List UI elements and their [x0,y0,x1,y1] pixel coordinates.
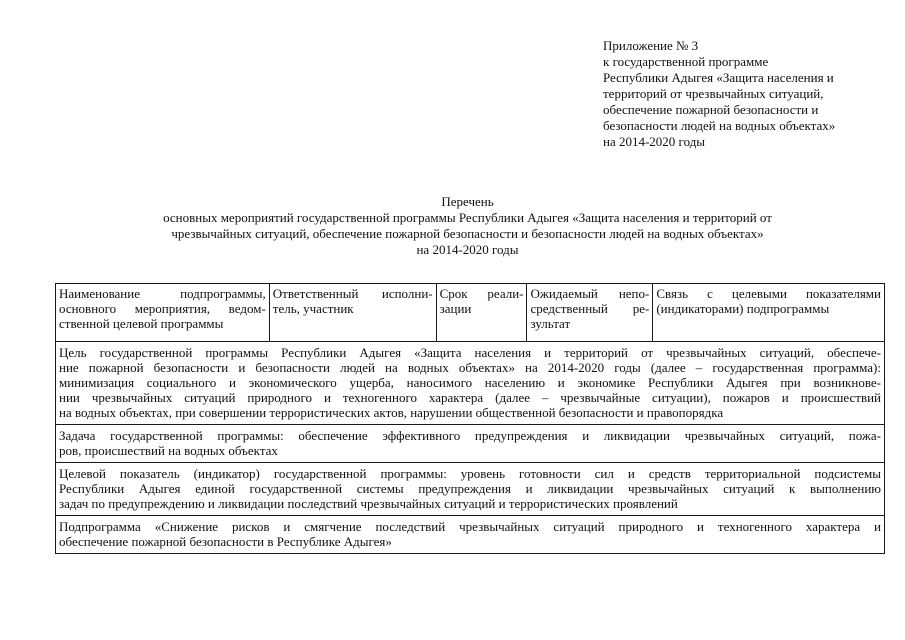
document-title [40,194,895,258]
header-line: основного мероприятия, ведом- [59,301,266,316]
title-line: основных мероприятий государственной программы Республики Адыгея «Защита населения и территорий от [163,210,772,225]
table-row-subprogram [56,516,885,554]
row-line: нии чрезвычайных ситуаций природного и техногенного характера (далее – чрезвычайные ситуации), пожаров и происшествий [59,390,881,405]
header-line: (индикаторами) подпрограммы [656,301,830,316]
header-line: Срок реали- [439,286,524,301]
header-line: Ответственный исполни- [272,286,433,301]
row-line: обеспечение пожарной безопасности в Республике Адыгея» [59,534,392,549]
header-line: Наименование подпрограммы, [59,286,266,301]
header-line: тель, участник [272,301,354,316]
row-line: ние пожарной безопасности и безопасности людей на водных объектах» на 2014-2020 годы (далее – государственная программа): [59,360,881,375]
row-line: минимизация социального и экономического ущерба, наносимого населению и экономике Республики Адыгея при возникнове- [59,375,881,390]
appendix-line: Республики Адыгея «Защита населения и [603,70,834,85]
header-cell-subprogram [56,284,270,342]
row-line: задач по предупреждению и ликвидации последствий чрезвычайных ситуаций и террористических проявлений [59,496,678,511]
header-line: зультат [530,316,571,331]
row-line: Задача государственной программы: обеспечение эффективного предупреждения и ликвидации чрезвычайных ситуаций, пожа- [59,428,881,443]
row-line: ров, происшествий на водных объектах [59,443,278,458]
header-line: зации [439,301,472,316]
indicator-cell [56,463,885,516]
goal-cell [56,342,885,425]
appendix-line: безопасности людей на водных объектах» [603,118,836,133]
appendix-line: к государственной программе [603,54,769,69]
row-line: Подпрограмма «Снижение рисков и смягчение последствий чрезвычайных ситуаций природного и техногенного характера и [59,519,881,534]
row-line: на водных объектах, при совершении террористических актов, нарушении общественной безопасности и правопорядка [59,405,724,420]
row-line: Республики Адыгея единой государственной системы предупреждения и ликвидации чрезвычайных ситуаций к выполнению [59,481,881,496]
appendix-note [603,38,903,150]
title-line: на 2014-2020 годы [416,242,519,257]
appendix-line: Приложение № 3 [603,38,699,53]
appendix-line: территорий от чрезвычайных ситуаций, [603,86,824,101]
activities-table [55,283,885,554]
header-cell-deadline [436,284,527,342]
header-line: Ожидаемый непо- [530,286,650,301]
header-line: Связь с целевыми показателями [656,286,881,301]
header-line: ственной целевой программы [59,316,224,331]
title-line: Перечень [441,194,494,209]
appendix-line: на 2014-2020 годы [603,134,706,149]
header-line: средственный ре- [530,301,650,316]
header-cell-result [527,284,653,342]
header-cell-executor [269,284,436,342]
table-row-goal [56,342,885,425]
row-line: Цель государственной программы Республики Адыгея «Защита населения и территорий от чрезвычайных ситуаций, обеспече- [59,345,881,360]
subprogram-cell [56,516,885,554]
appendix-line: обеспечение пожарной безопасности и [603,102,819,117]
row-line: Целевой показатель (индикатор) государственной программы: уровень готовности сил и средств территориальной подсистемы [59,466,881,481]
table-header-row [56,284,885,342]
table-row-task [56,425,885,463]
header-cell-indicators [653,284,885,342]
title-line: чрезвычайных ситуаций, обеспечение пожарной безопасности и безопасности людей на водных объектах» [171,226,764,241]
table-row-indicator [56,463,885,516]
task-cell [56,425,885,463]
